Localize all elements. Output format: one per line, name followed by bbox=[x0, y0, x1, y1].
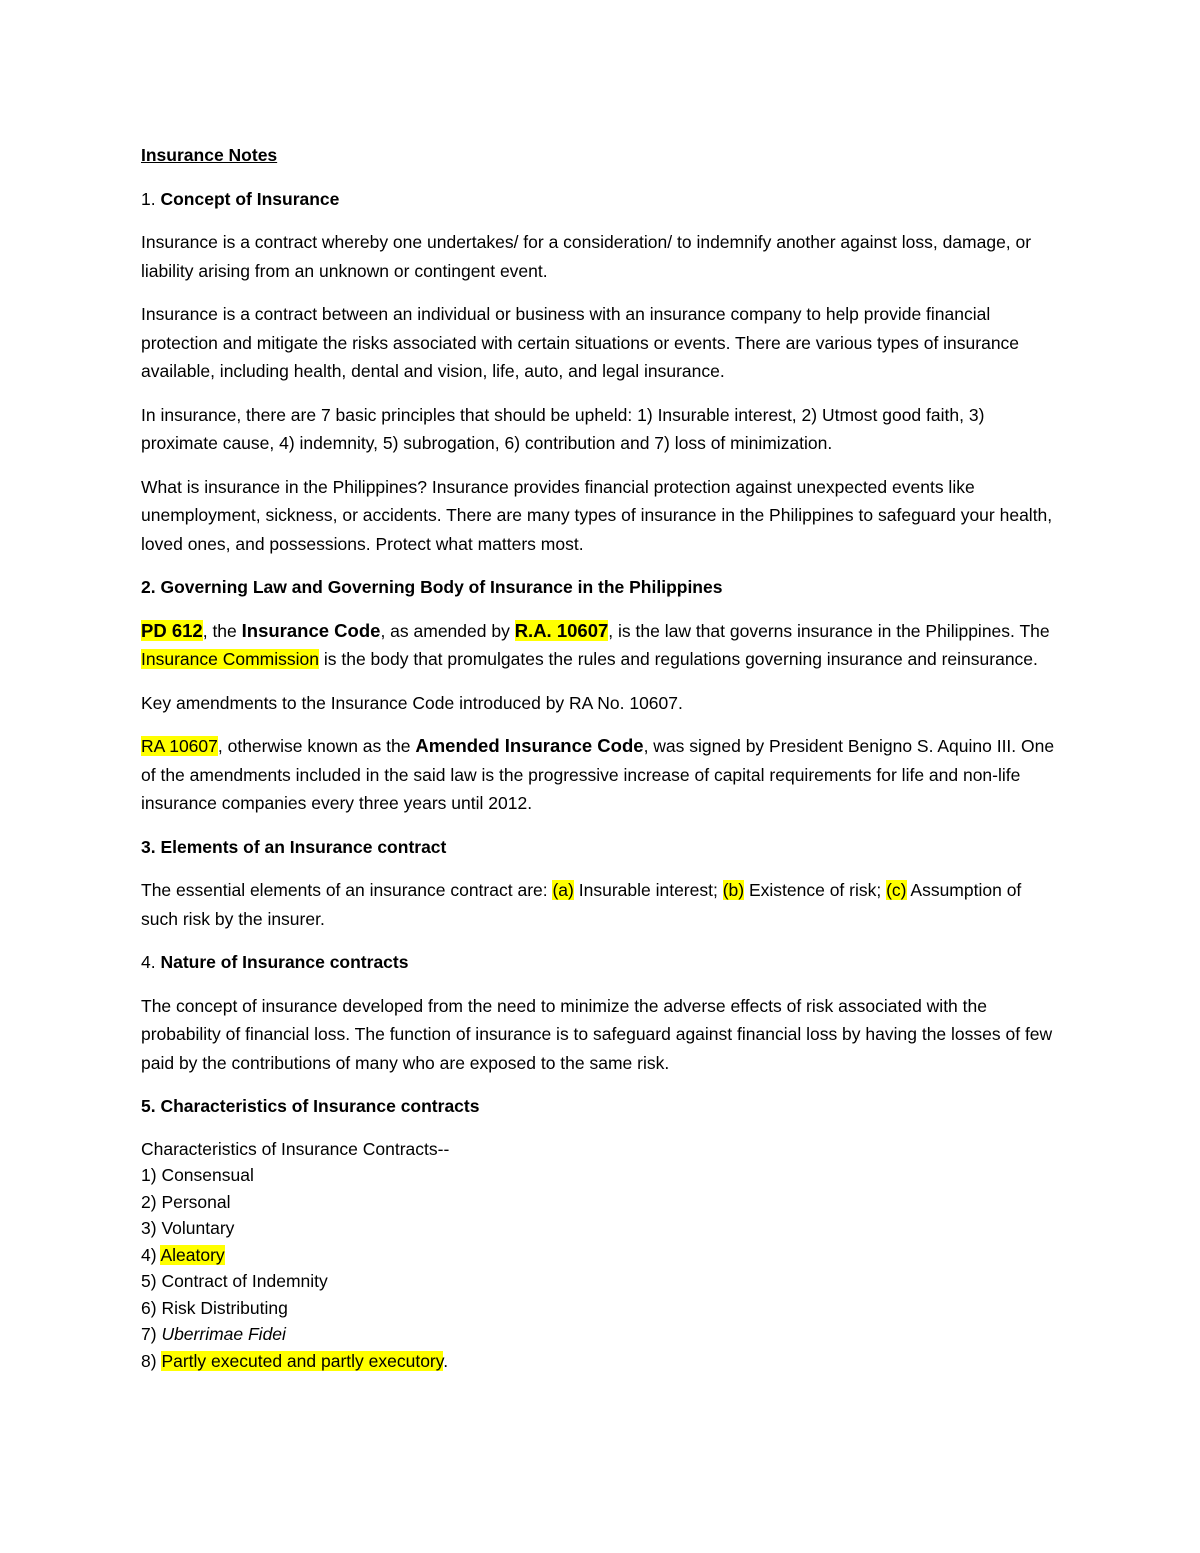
section-2-heading: 2. Governing Law and Governing Body of Insurance in the Philippines bbox=[141, 577, 723, 597]
aleatory-highlight: Aleatory bbox=[160, 1244, 225, 1265]
characteristics-intro: Characteristics of Insurance Contracts-- bbox=[141, 1138, 450, 1159]
list-item-number: 7) bbox=[141, 1324, 162, 1344]
section-3-paragraph-1 bbox=[141, 876, 1061, 933]
list-item bbox=[141, 1189, 1061, 1216]
text-span: , is the law that governs insurance in the Philippines. The bbox=[608, 620, 1050, 641]
page-title: Insurance Notes bbox=[141, 145, 278, 165]
list-item bbox=[141, 1348, 1061, 1375]
section-2-paragraph-3 bbox=[141, 732, 1061, 818]
element-b-highlight: (b) bbox=[722, 880, 745, 900]
text-span: , the bbox=[202, 620, 242, 641]
list-item-text: Risk Distributing bbox=[161, 1297, 288, 1318]
list-item-number: 6) bbox=[141, 1297, 162, 1318]
text-span: Insurable interest; bbox=[573, 880, 723, 900]
list-item-number: 3) bbox=[141, 1218, 162, 1238]
document-body bbox=[141, 141, 1061, 1374]
section-1-number: 1. bbox=[141, 188, 156, 209]
section-1-paragraph-2: Insurance is a contract between an individual or business with an insurance company to help provide financial protection and mitigate the risks associated with certain situations or events. There are various types of insurance available, including health, dental and vision, life, auto, and legal insurance. bbox=[141, 304, 1020, 381]
text-span: , otherwise known as the bbox=[217, 736, 416, 756]
section-4-heading bbox=[141, 948, 1061, 977]
list-item bbox=[141, 1242, 1061, 1269]
list-item-number: 5) bbox=[141, 1271, 162, 1291]
text-span: Existence of risk; bbox=[744, 880, 887, 900]
section-1-paragraph-4: What is insurance in the Philippines? Insurance provides financial protection against unexpected events like unemployment, sickness, or accidents. There are many types of insurance in the Philippines to safeguard your health, loved ones, and possessions. Protect what matters most. bbox=[141, 476, 1053, 554]
uberrimae-fidei-term: Uberrimae Fidei bbox=[161, 1324, 286, 1344]
list-item-number: 4) bbox=[141, 1244, 161, 1265]
section-4-title: Nature of Insurance contracts bbox=[160, 952, 409, 972]
text-span: , as amended by bbox=[380, 620, 515, 641]
ra-10607-highlight: R.A. 10607 bbox=[514, 619, 609, 641]
list-item-number: 2) bbox=[141, 1191, 162, 1212]
partly-executed-highlight: Partly executed and partly executory bbox=[161, 1350, 444, 1371]
list-item bbox=[141, 1321, 1061, 1348]
text-span: , was signed by President Benigno S. Aquino III. One of the amendments included in the said law is the progressive increase of capital requirements for life and non-life insurance companies every three years until 2012. bbox=[141, 736, 1055, 813]
insurance-commission-highlight: Insurance Commission bbox=[141, 649, 319, 669]
section-2-paragraph-1 bbox=[141, 617, 1061, 674]
text-span: Assumption of such risk by the insurer. bbox=[141, 880, 1022, 929]
section-5-heading: 5. Characteristics of Insurance contracts bbox=[141, 1096, 480, 1116]
list-item bbox=[141, 1295, 1061, 1322]
characteristics-list bbox=[141, 1136, 1061, 1375]
element-a-highlight: (a) bbox=[552, 880, 574, 900]
list-item bbox=[141, 1268, 1061, 1295]
pd-612-highlight: PD 612 bbox=[141, 619, 203, 641]
list-item-text: Personal bbox=[161, 1191, 231, 1212]
list-item-tail: . bbox=[443, 1350, 449, 1371]
amended-insurance-code-term: Amended Insurance Code bbox=[415, 735, 644, 756]
section-4-number: 4. bbox=[141, 952, 156, 972]
list-item-text: Voluntary bbox=[161, 1218, 235, 1238]
text-span: The essential elements of an insurance contract are: bbox=[141, 880, 553, 900]
section-3-heading: 3. Elements of an Insurance contract bbox=[141, 836, 447, 857]
list-item-number: 8) bbox=[141, 1350, 162, 1371]
ra-10607-highlight-2: RA 10607 bbox=[141, 736, 218, 756]
element-c-highlight: (c) bbox=[886, 880, 907, 900]
section-1-title: Concept of Insurance bbox=[160, 188, 340, 209]
list-item-number: 1) bbox=[141, 1165, 162, 1185]
section-1-paragraph-1: Insurance is a contract whereby one undertakes/ for a consideration/ to indemnify another against loss, damage, or liability arising from an unknown or contingent event. bbox=[141, 232, 1032, 281]
insurance-code-term: Insurance Code bbox=[241, 619, 381, 641]
list-item bbox=[141, 1215, 1061, 1242]
text-span: is the body that promulgates the rules and regulations governing insurance and reinsurance. bbox=[318, 649, 1038, 669]
list-item bbox=[141, 1162, 1061, 1189]
list-item-text: Consensual bbox=[161, 1165, 254, 1185]
section-1-paragraph-3: In insurance, there are 7 basic principles that should be upheld: 1) Insurable interest, 2) Utmost good faith, 3) proximate cause, 4) indemnity, 5) subrogation, 6) contribution and 7) loss of minimization. bbox=[141, 404, 985, 453]
section-2-paragraph-2: Key amendments to the Insurance Code introduced by RA No. 10607. bbox=[141, 692, 683, 713]
section-4-paragraph-1: The concept of insurance developed from the need to minimize the adverse effects of risk associated with the probability of financial loss. The function of insurance is to safeguard against financial loss by having the losses of few paid by the contributions of many who are exposed to the same risk. bbox=[141, 995, 1053, 1073]
list-item-text: Contract of Indemnity bbox=[161, 1271, 328, 1291]
section-1-heading bbox=[141, 185, 1061, 214]
